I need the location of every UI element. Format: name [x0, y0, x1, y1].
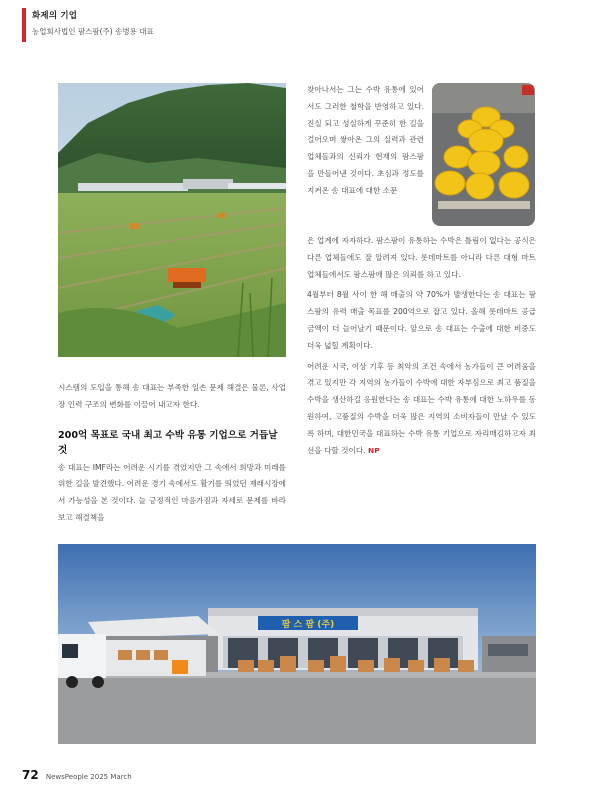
- warehouse-photo: [58, 544, 536, 744]
- body-paragraph: 찾아나서는 그는 수박 유통에 있어서도 그러한 철학을 반영하고 있다. 진실 되고 성실하게 꾸준히 한 길을 걸어오며 쌓아온 그의 실력과 관련업체들과의 신뢰가 현재의 팜스팜을 만들어낸 것이다. 초심과 정도를 지켜온 송 대표에 대한 소문: [307, 85, 424, 195]
- body-paragraph-text: 어려운 시국, 이상 기후 등 최악의 조건 속에서 농가들이 큰 어려움을 겪고 있지만 각 지역의 농가들이 수박에 대한 자부심으로 최고 품질을 수박을 생산하길 응원한다는 송 대표는 수박 유통에 대한 노하우를 동원하여, 고품질의 수박을 더욱 많은 지역의 소비자들이 만날 수 있도록 하며, 대한민국을 대표하는 수박 유통 기업으로 자리매김하고자 최선을 다할 것이다.: [307, 361, 536, 455]
- field-photo: [58, 83, 286, 357]
- right-column-wide: [307, 233, 536, 459]
- warehouse-sign: 팜 스 팜 (주): [281, 620, 335, 630]
- body-paragraph: 송 대표는 IMF라는 어려운 시기를 겪었지만 그 속에서 희망과 미래를 위한 길을 발견했다. 어려운 경기 속에서도 활기를 띄었던 재래시장에서 가능성을 본 것이다. 늘 긍정적인 마음가짐과 자세로 문제를 바라보고 해결책을: [58, 462, 286, 522]
- body-paragraph: 시스템의 도입을 통해 송 대표는 부족한 일손 문제 해결은 물론, 사업장 인력 구조의 변화를 이끌어 내고자 한다.: [58, 383, 286, 409]
- page-footer: [22, 768, 132, 782]
- watermelon-photo: [432, 83, 535, 226]
- body-paragraph: [307, 359, 536, 460]
- section-subheading: 200억 목표로 국내 최고 수박 유통 기업으로 거듭날 것: [58, 429, 278, 456]
- magazine-name: NewsPeople 2025 March: [45, 773, 132, 781]
- body-paragraph: 4월부터 8월 사이 한 해 매출의 약 70%가 발생한다는 송 대표는 팜스팜의 유력 매출 목표를 200억으로 잡고 있다. 올해 롯데마트 공급 금액이 더 늘어날기 때문이다. 앞으로 송 대표는 수출에 대한 비중도 더욱 넓힐 계획이다.: [307, 290, 536, 350]
- right-column-narrow: [307, 82, 424, 200]
- left-column: [58, 380, 286, 527]
- page-number: 72: [22, 768, 39, 782]
- end-mark: NP: [368, 445, 380, 455]
- header-accent-bar: [22, 8, 26, 42]
- body-paragraph: 은 업계에 자자하다. 팜스팜이 유통하는 수박은 틀림이 없다는 공식은 다른 업체들에도 잘 알려져 있다. 롯데마트를 아니라 다른 대형 마트 업체들에서도 팜스팜에 많은 의뢰를 하고 있다.: [307, 236, 536, 279]
- article-subtitle: 농업회사법인 팜스팜(주) 송병용 대표: [32, 27, 154, 36]
- section-kicker: 화제의 기업: [32, 11, 78, 21]
